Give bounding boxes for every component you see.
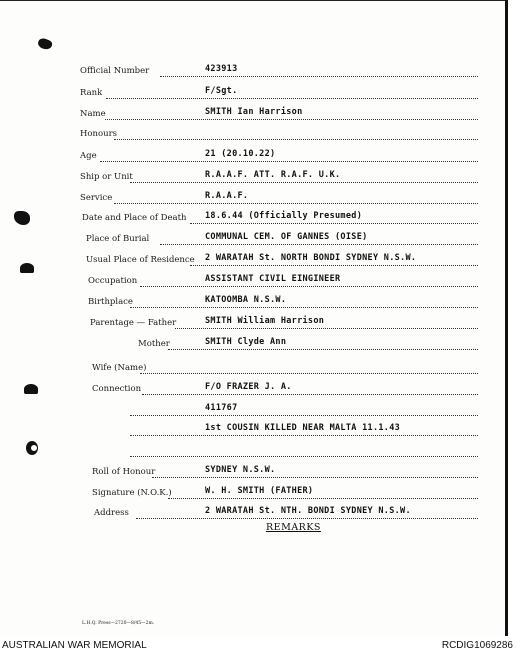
- field-value: 18.6.44 (Officially Presumed): [205, 211, 363, 221]
- field-label: Rank: [80, 88, 103, 98]
- field-value: R.A.A.F.: [205, 191, 249, 201]
- field-label: Occupation: [88, 276, 138, 286]
- field-value: 2 WARATAH St. NTH. BONDI SYDNEY N.S.W.: [205, 506, 411, 516]
- field-label: Service: [80, 193, 113, 203]
- dotted-leader-line: [160, 75, 478, 77]
- dotted-leader-line: [190, 264, 478, 266]
- field-value: 423913: [205, 64, 238, 74]
- field-row-signature: [0, 486, 505, 502]
- dotted-leader-line: [105, 118, 478, 120]
- field-label: Birthplace: [88, 297, 133, 307]
- dotted-leader-line: [136, 517, 478, 519]
- dotted-leader-line: [130, 434, 478, 436]
- dotted-leader-line: [142, 393, 478, 395]
- field-label: Official Number: [80, 66, 150, 76]
- field-value: SYDNEY N.S.W.: [205, 465, 276, 475]
- field-row-connection-4: [0, 444, 505, 460]
- field-row-connection-3: [0, 423, 505, 439]
- field-value: 411767: [205, 403, 238, 413]
- dotted-leader-line: [168, 497, 478, 499]
- field-row-honours: [0, 127, 505, 143]
- dotted-leader-line: [130, 306, 478, 308]
- archive-footer: [0, 636, 517, 654]
- field-value: R.A.A.F. ATT. R.A.F. U.K.: [205, 170, 341, 180]
- field-row-service: [0, 191, 505, 207]
- dotted-leader-line: [130, 181, 478, 183]
- dotted-leader-line: [140, 372, 478, 374]
- field-value: KATOOMBA N.S.W.: [205, 295, 287, 305]
- field-value: W. H. SMITH (FATHER): [205, 486, 314, 496]
- field-row-father: [0, 316, 505, 332]
- field-row-place-of-burial: [0, 232, 505, 248]
- field-row-rank: [0, 86, 505, 102]
- field-value: SMITH Clyde Ann: [205, 337, 287, 347]
- field-row-official-number: [0, 64, 505, 80]
- field-value: SMITH William Harrison: [205, 316, 325, 326]
- field-value: ASSISTANT CIVIL EINGINEER: [205, 274, 341, 284]
- footer-record-id: RCDIG1069286: [441, 640, 513, 651]
- field-row-occupation: [0, 274, 505, 290]
- field-label: Parentage — Father: [90, 318, 177, 328]
- field-row-usual-residence: [0, 253, 505, 269]
- field-label: Date and Place of Death: [82, 213, 187, 223]
- field-label: Connection: [92, 384, 142, 394]
- dotted-leader-line: [168, 348, 478, 350]
- field-row-connection: [0, 382, 505, 398]
- dotted-leader-line: [114, 202, 478, 204]
- dotted-leader-line: [114, 138, 478, 140]
- field-value: F/Sgt.: [205, 86, 238, 96]
- field-label: Mother: [138, 339, 170, 349]
- field-row-wife: [0, 361, 505, 377]
- field-label: Ship or Unit: [80, 172, 133, 182]
- field-row-roll-of-honour: [0, 465, 505, 481]
- field-value: F/O FRAZER J. A.: [205, 382, 292, 392]
- field-label: Signature (N.O.K.): [92, 488, 172, 498]
- field-label: Honours: [80, 129, 118, 139]
- printer-imprint: L.H.Q. Press—2720—8/45—2m.: [82, 621, 155, 626]
- dotted-leader-line: [100, 160, 478, 162]
- remarks-heading: REMARKS: [266, 522, 321, 533]
- field-value: 1st COUSIN KILLED NEAR MALTA 11.1.43: [205, 423, 401, 433]
- field-label: Usual Place of Residence: [86, 255, 195, 265]
- field-row-mother: [0, 337, 505, 353]
- field-value: 21 (20.10.22): [205, 149, 276, 159]
- field-row-connection-2: [0, 403, 505, 419]
- dotted-leader-line: [130, 414, 478, 416]
- field-label: Name: [80, 109, 106, 119]
- dotted-leader-line: [160, 243, 478, 245]
- footer-institution: AUSTRALIAN WAR MEMORIAL: [2, 640, 147, 651]
- field-value: SMITH Ian Harrison: [205, 107, 303, 117]
- field-row-date-place-death: [0, 211, 505, 227]
- dotted-leader-line: [140, 285, 478, 287]
- punch-hole-mark: [37, 37, 54, 51]
- field-value: COMMUNAL CEM. OF GANNES (OISE): [205, 232, 368, 242]
- dotted-leader-line: [106, 97, 478, 99]
- field-value: 2 WARATAH St. NORTH BONDI SYDNEY N.S.W.: [205, 253, 417, 263]
- field-label: Roll of Honour: [92, 467, 156, 477]
- field-row-address: [0, 506, 505, 522]
- field-label: Address: [94, 508, 129, 518]
- dotted-leader-line: [130, 455, 478, 457]
- field-row-birthplace: [0, 295, 505, 311]
- dotted-leader-line: [175, 327, 478, 329]
- field-row-name: [0, 107, 505, 123]
- dotted-leader-line: [152, 476, 478, 478]
- field-row-ship-or-unit: [0, 170, 505, 186]
- field-label: Wife (Name): [92, 363, 147, 373]
- field-label: Age: [80, 151, 97, 161]
- dotted-leader-line: [190, 222, 478, 224]
- field-row-age: [0, 149, 505, 165]
- field-label: Place of Burial: [86, 234, 150, 244]
